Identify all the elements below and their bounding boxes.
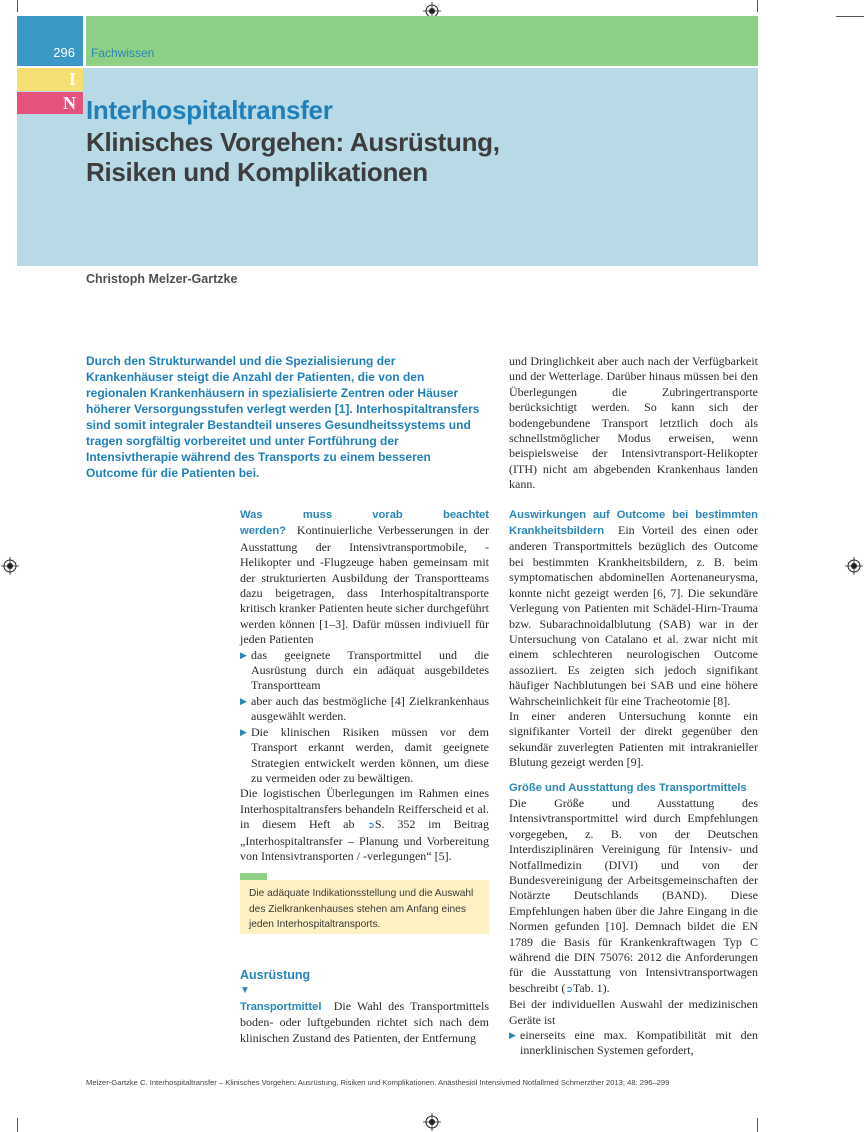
outcome-paragraph-2: In einer anderen Untersuchung konnte ein signifikanter Vorteil der direkt gegenüber den sekundär zuverlegten Patienten mit intrakranieller Blutung gezeigt werden [9].	[509, 708, 758, 770]
transportmittel-text: Die Wahl des Transportmittels boden- oder luftgebunden richtet sich nach dem klinischen Zustand des Patienten, der Entfernung	[240, 999, 490, 1045]
selection-paragraph: Bei der individuellen Auswahl der medizinischen Geräte ist	[509, 997, 758, 1027]
selection-list	[509, 1028, 758, 1059]
triangle-right-icon: ▶	[240, 649, 247, 660]
ausruestung-heading: Ausrüstung	[240, 968, 311, 982]
middle-column	[240, 507, 489, 864]
article-cross-reference[interactable]: S. 352 im Beitrag „Interhospitaltransfer – Planung und Vorbereitung von Intensivtransporten / -verlegungen“ [5].	[240, 817, 489, 863]
triangle-right-icon: ▶	[509, 1030, 516, 1041]
crop-mark-bottom-left	[17, 1118, 18, 1132]
table-cross-reference[interactable]: Tab. 1).	[572, 980, 610, 995]
size-paragraph: Die Größe und Ausstattung des Intensivtransportmittel wird durch Empfehlungen vorgegeben, z. B. von der Deutschen Interdisziplinären Vereinigung für Intensiv- und Notfallmedizin (DIVI) und von der Bundesvereinigung der Arbeitsgemeinschaften der Notärzte Deutschlands (BAND). Diese Empfehlungen haben über die Jahre Eingang in die Normen gefunden [10]. Demnach bildet die EN 1789 die Basis für Krankenkraftwagen Typ C während die DIN 75076: 2012 die Anforderungen für die Ausstattung von Intensivtransportwagen beschreibt (➲Tab. 1).	[509, 795, 758, 995]
transportmittel-section	[240, 999, 489, 1046]
intro-text: Kontinuierliche Verbesserungen in der Ausstattung der Intensivtransportmobile, -Helikopter und -Flugzeuge haben gemeinsam mit der strukturierten Ausbildung der Transportteams dazu beigetragen, dass Interhospitaltransporte kritisch kranker Patienten heute sicher durchgeführt werden können [1–3]. Dafür müssen indiviuell für jeden Patienten	[240, 523, 489, 647]
requirements-list	[240, 648, 489, 787]
outcome-heading: Auswirkungen auf Outcome bei bestimmten Krankheitsbildern	[509, 508, 758, 538]
intro-heading: Was muss vorab beachtet werden?	[240, 509, 489, 538]
registration-crosshair-icon	[1, 557, 19, 575]
transportmittel-heading: Transportmittel	[240, 1001, 322, 1013]
size-heading: Größe und Ausstattung des Transportmittels	[509, 781, 747, 794]
list-item: ▶ aber auch das bestmögliche [4] Zielkrankenhaus ausgewählt werden.	[240, 693, 489, 724]
article-subtitle: Klinisches Vorgehen: Ausrüstung, Risiken und Komplikationen	[86, 127, 500, 187]
citation-footer: Melzer-Gartzke C. Interhospitaltransfer – Klinisches Vorgehen: Ausrüstung, Risiken und Komplikationen. Anästhesiol Intensivmed Notfallmed Schmerzther 2013; 48: 296–299	[86, 1078, 670, 1087]
article-title: Interhospitaltransfer	[86, 95, 333, 125]
page-number: 296	[53, 45, 75, 60]
outcome-paragraph	[509, 507, 758, 709]
crop-mark-bottom-right	[757, 1118, 758, 1132]
note-box-tab	[240, 873, 267, 880]
triangle-right-icon: ▶	[240, 726, 247, 737]
registration-crosshair-icon	[845, 557, 863, 575]
author-name: Christoph Melzer-Gartzke	[86, 272, 238, 286]
registration-crosshair-icon	[423, 1113, 441, 1131]
continuation-paragraph: und Dringlichkeit aber auch nach der Verfügbarkeit und der Wetterlage. Darüber hinaus müssen bei den Überlegungen die Zubringertransporte berücksichtigt werden. So kann sich der bodengebundene Transport letztlich doch als schnellstmöglicher Modus erweisen, wenn beispielsweise der Intensivtransport-Helikopter (ITH) nicht am abgebenden Krankenhaus landen kann.	[509, 354, 758, 492]
category-tab-i-letter: I	[68, 69, 76, 89]
section-label: Fachwissen	[91, 46, 155, 60]
right-column	[509, 354, 758, 1059]
list-item: ▶ Die klinischen Risiken müssen vor dem Transport erkannt werden, damit geeignete Strategien entwickelt werden können, um diese zu vermeiden oder zu bewältigen.	[240, 724, 489, 785]
crop-mark-top-right	[757, 0, 758, 12]
category-tab-n-letter: N	[63, 93, 76, 113]
circle-arrow-icon[interactable]: ➲	[565, 983, 573, 994]
logistics-paragraph: Die logistischen Überlegungen im Rahmen eines Interhospitaltransfers behandeln Reifferscheid et al. in diesem Heft ab ➲S. 352 im Beitrag „Interhospitaltransfer – Planung und Vorbereitung von Intensivtransporten / -verlegungen“ [5].	[240, 786, 489, 863]
intro-paragraph	[240, 507, 489, 648]
list-item: ▶ das geeignete Transportmittel und die Ausrüstung durch ein adäquat ausgebildetes Transportteam	[240, 647, 489, 693]
crop-mark-top-left	[17, 0, 18, 12]
triangle-right-icon: ▶	[240, 695, 247, 706]
outcome-text: Ein Vorteil des einen oder anderen Transportmittels bezüglich des Outcome bei bestimmten Krankheitsbildern, z. B. beim symptomatischen abdominellen Aortenaneurysma, konnte nicht gezeigt werden [6, 7]. Die sekundäre Verlegung von Patienten mit Schädel-Hirn-Trauma bzw. Subarachnoidalblutung (SAB) war in der Untersuchung von Catalano et al. zwar nicht mit einem schlechteren neurologischen Outcome assoziiert. Es zeigten sich jedoch signifikant häufiger Nachblutungen bei SAB und eine höhere Wahrscheinlichkeit für eine Tracheotomie [8].	[509, 523, 758, 708]
abstract: Durch den Strukturwandel und die Spezialisierung der Krankenhäuser steigt die Anzahl der Patienten, die von den regionalen Krankenhäusern in spezialisierte Zentren oder Häuser höherer Versorgungsstufen verlegt werden [1]. Interhospitaltransfers sind somit integraler Bestandteil unseres Gesundheitssystems und tragen sorgfältig vorbereitet und unter Fortführung der Intensivtherapie während des Transports zu einem besseren Outcome für die Patienten bei.	[86, 354, 480, 480]
triangle-down-icon: ▼	[240, 985, 250, 996]
list-item: ▶ einerseits eine max. Kompatibilität mit den innerklinischen Systemen gefordert,	[509, 1028, 758, 1058]
circle-arrow-icon[interactable]: ➲	[367, 820, 375, 831]
crop-mark-top-right-h	[836, 16, 864, 17]
section-header-band	[86, 16, 758, 66]
key-message-box: Die adäquate Indikationsstellung und die Auswahl des Zielkrankenhauses stehen am Anfang eines jeden Interhospitaltransports.	[240, 880, 489, 934]
